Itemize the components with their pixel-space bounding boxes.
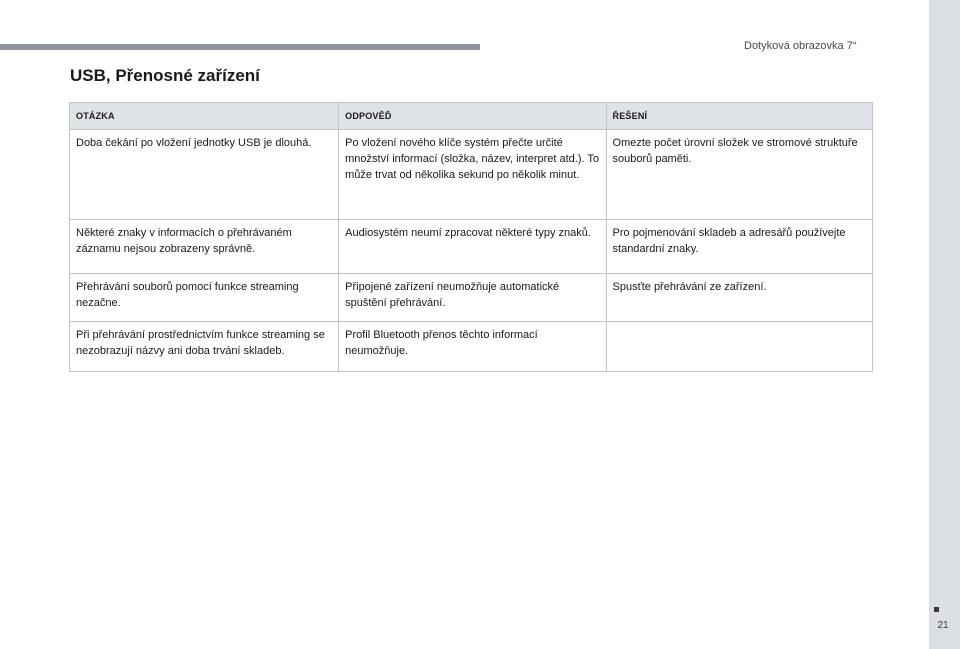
question-cell: Některé znaky v informacích o přehrávaném záznamu nejsou zobrazeny správně. (70, 220, 339, 274)
question-cell: Doba čekání po vložení jednotky USB je dlouhá. (70, 130, 339, 220)
table-row (70, 274, 873, 322)
page-marker (934, 607, 939, 612)
page-title: USB, Přenosné zařízení (70, 66, 260, 85)
table-header-row (70, 103, 873, 130)
solution-cell: Omezte počet úrovní složek ve stromové struktuře souborů paměti. (606, 130, 872, 220)
solution-cell: Pro pojmenování skladeb a adresářů používejte standardní znaky. (606, 220, 872, 274)
answer-cell: Připojené zařízení neumožňuje automatické spuštění přehrávání. (339, 274, 606, 322)
answer-cell: Po vložení nového klíče systém přečte určité množství informací (složka, název, interpret atd.). To může trvat od několika sekund po několik minut. (339, 130, 606, 220)
header-rule (0, 44, 480, 50)
chapter-label: Dotyková obrazovka 7“ (744, 40, 857, 52)
header-solution: ŘEŠENÍ (606, 103, 872, 130)
solution-cell: Spusťte přehrávání ze zařízení. (606, 274, 872, 322)
solution-cell (606, 322, 872, 372)
header-question: OTÁZKA (70, 103, 339, 130)
table-row (70, 220, 873, 274)
faq-table (69, 102, 873, 372)
table-row (70, 130, 873, 220)
header-answer: ODPOVĚĎ (339, 103, 606, 130)
side-strip (929, 0, 960, 649)
answer-cell: Profil Bluetooth přenos těchto informací neumožňuje. (339, 322, 606, 372)
answer-cell: Audiosystém neumí zpracovat některé typy znaků. (339, 220, 606, 274)
question-cell: Při přehrávání prostřednictvím funkce streaming se nezobrazují názvy ani doba trvání skladeb. (70, 322, 339, 372)
table-row (70, 322, 873, 372)
question-cell: Přehrávání souborů pomocí funkce streaming nezačne. (70, 274, 339, 322)
page-number: 21 (937, 620, 949, 631)
